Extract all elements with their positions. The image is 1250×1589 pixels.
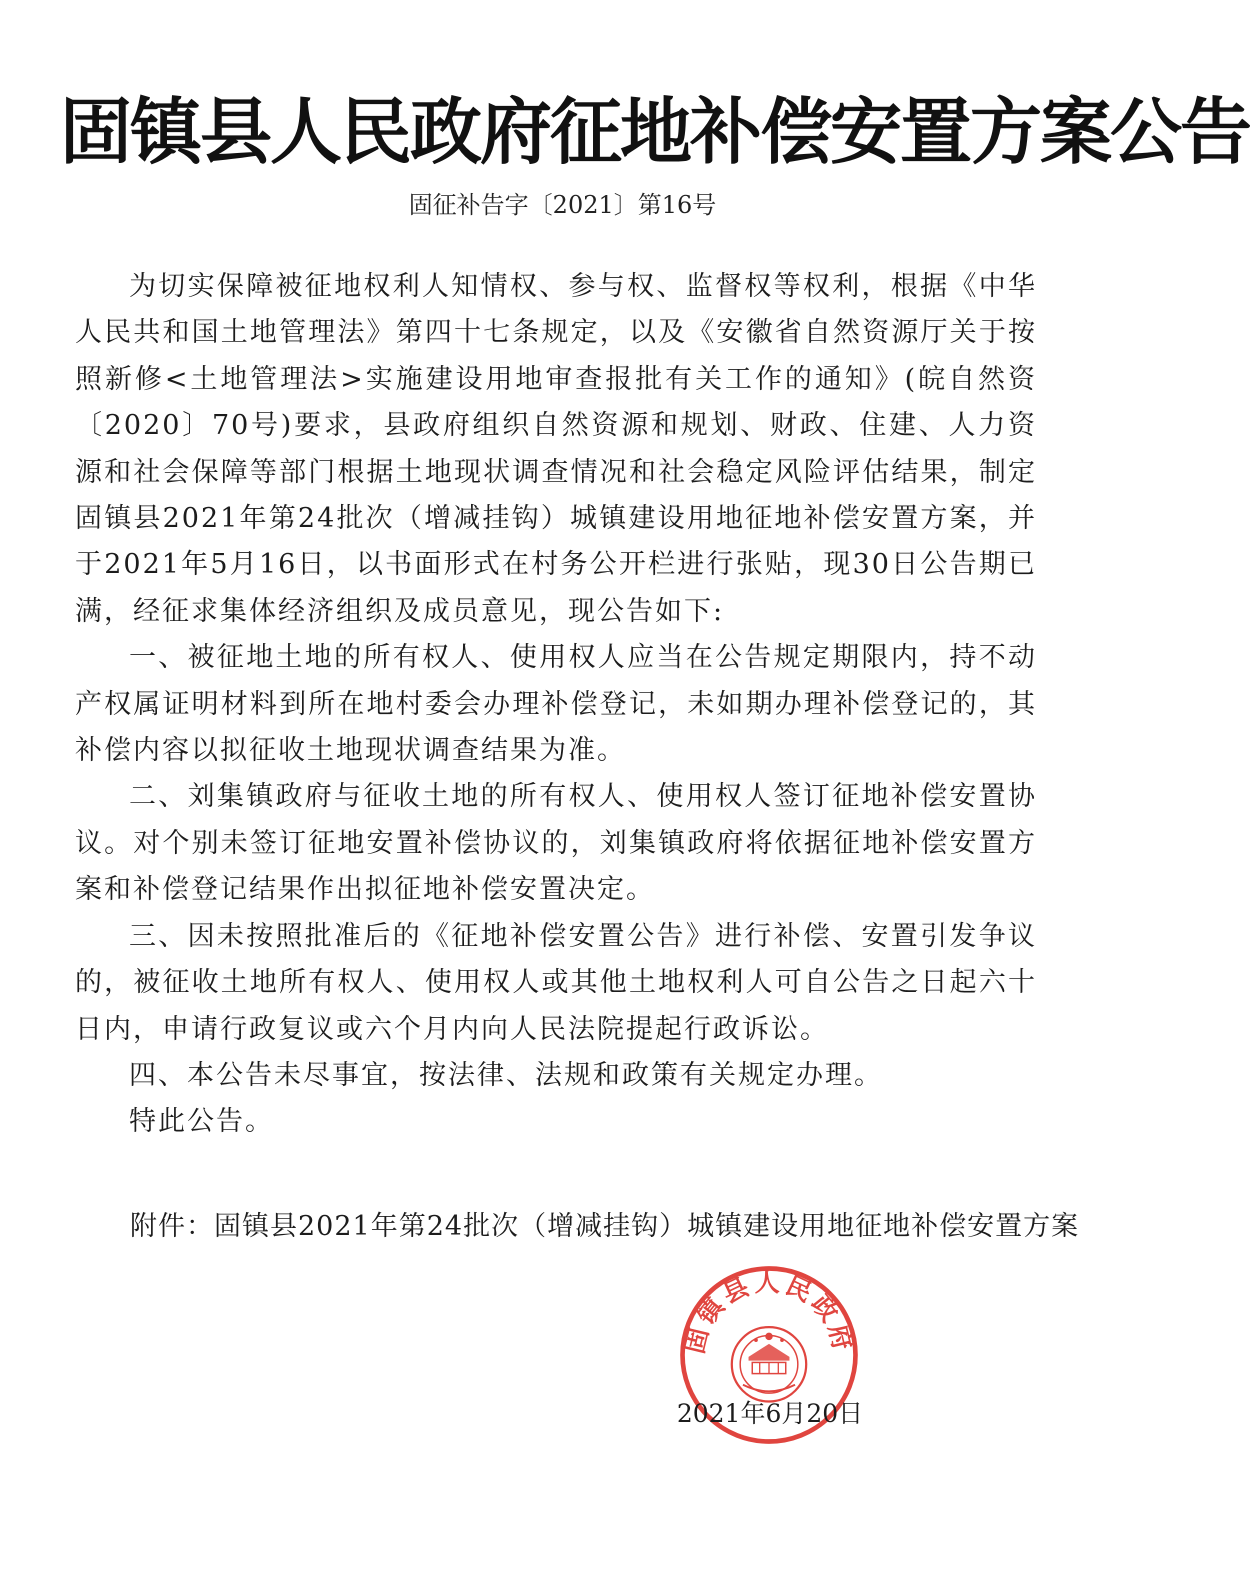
paragraph-item-1: 一、被征地土地的所有权人、使用权人应当在公告规定期限内，持不动产权属证明材料到所在地村委会办理补偿登记，未如期办理补偿登记的，其补偿内容以拟征收土地现状调查结果为准。 — [75, 642, 1037, 767]
seal-text: 固镇县人民政府 — [679, 1268, 859, 1357]
attachment-line: 附件：固镇县2021年第24批次（增减挂钩）城镇建设用地征地补偿安置方案 — [130, 1211, 1080, 1242]
document-number: 固征补告字〔2021〕第16号 — [408, 191, 717, 219]
paragraph-item-3: 三、因未按照批准后的《征地补偿安置公告》进行补偿、安置引发争议的，被征收土地所有权人、使用权人或其他土地权利人可自公告之日起六十日内，申请行政复议或六个月内向人民法院提起行政诉讼。 — [75, 920, 1037, 1045]
document-body — [75, 264, 1037, 1146]
national-emblem-icon — [732, 1327, 806, 1401]
paragraph-closing: 特此公告。 — [129, 1106, 274, 1138]
paragraph-item-2: 二、刘集镇政府与征收土地的所有权人、使用权人签订征地补偿安置协议。对个别未签订征地安置补偿协议的，刘集镇政府将依据征地补偿安置方案和补偿登记结果作出拟征地补偿安置决定。 — [75, 781, 1037, 906]
paragraph-intro: 为切实保障被征地权利人知情权、参与权、监督权等权利，根据《中华人民共和国土地管理法》第四十七条规定，以及《安徽省自然资源厅关于按照新修<土地管理法>实施建设用地审查报批有关工作的通知》(皖自然资〔2020〕70号)要求，县政府组织自然资源和规划、财政、住建、人力资源和社会保障等部门根据土地现状调查情况和社会稳定风险评估结果，制定固镇县2021年第24批次（增减挂钩）城镇建设用地征地补偿安置方案，并于2021年5月16日，以书面形式在村务公开栏进行张贴，现30日公告期已满，经征求集体经济组织及成员意见，现公告如下: — [75, 271, 1037, 627]
paragraph-item-4: 四、本公告未尽事宜，按法律、法规和政策有关规定办理。 — [129, 1059, 883, 1091]
document-title: 固镇县人民政府征地补偿安置方案公告 — [60, 90, 1250, 174]
document-date: 2021年6月20日 — [676, 1399, 864, 1428]
